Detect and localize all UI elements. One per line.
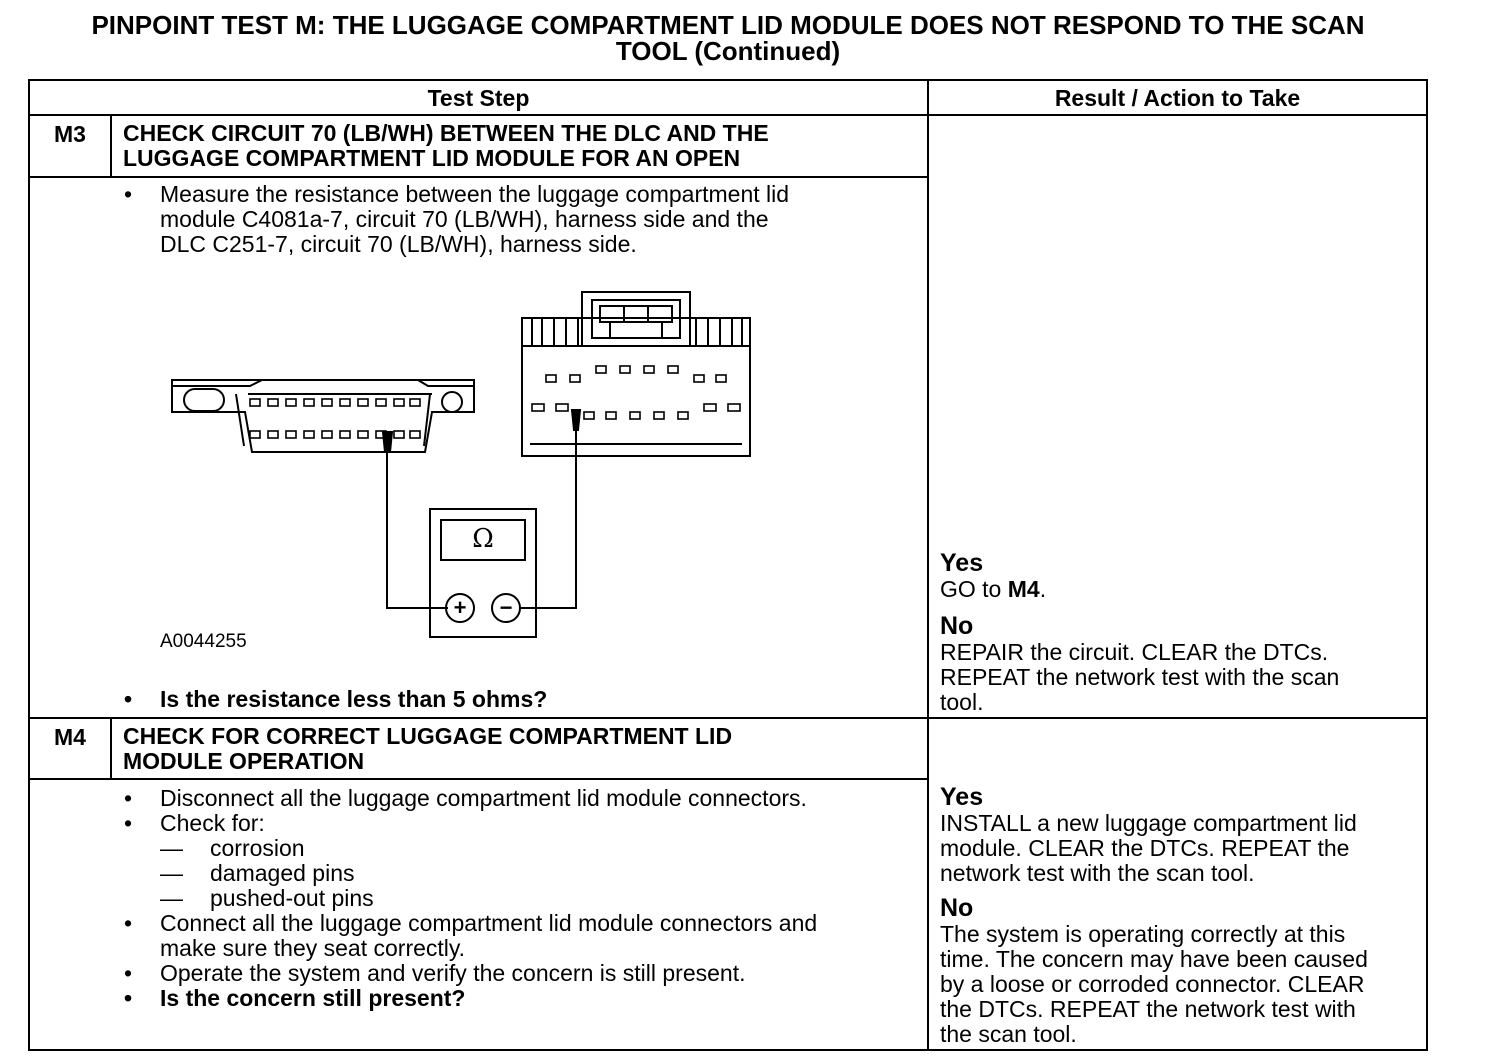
m3-yes-label: Yes bbox=[940, 549, 984, 577]
dash-icon: — bbox=[160, 860, 183, 886]
m4-bullet-4-text: Operate the system and verify the concern is still present. bbox=[160, 960, 746, 986]
m3-title-line-2: LUGGAGE COMPARTMENT LID MODULE FOR AN OPEN bbox=[123, 145, 741, 171]
m4-no-line-1: The system is operating correctly at this bbox=[940, 921, 1346, 947]
bullet-icon: • bbox=[124, 810, 133, 836]
m3-no-line-1: REPAIR the circuit. CLEAR the DTCs. bbox=[940, 639, 1329, 665]
header-result: Result / Action to Take bbox=[1054, 85, 1301, 111]
dlc-connector-icon bbox=[172, 380, 474, 452]
m4-title-line-2: MODULE OPERATION bbox=[123, 748, 365, 774]
dash-icon: — bbox=[160, 835, 183, 861]
m3-bullet-line-2: module C4081a-7, circuit 70 (LB/WH), harness side and the bbox=[160, 206, 769, 232]
meter-minus-terminal: − bbox=[499, 595, 513, 620]
m3-yes-prefix: GO to bbox=[940, 576, 1008, 602]
bullet-icon: • bbox=[124, 686, 133, 712]
meter-plus-terminal: + bbox=[453, 595, 467, 620]
m3-no-line-2: REPEAT the network test with the scan bbox=[940, 664, 1340, 690]
m3-no-line-3: tool. bbox=[940, 689, 984, 715]
figure-id: A0044255 bbox=[160, 631, 247, 652]
m3-question-text: Is the resistance less than 5 ohms? bbox=[160, 686, 548, 712]
m3-title-line-1: CHECK CIRCUIT 70 (LB/WH) BETWEEN THE DLC AND THE bbox=[123, 120, 769, 146]
m4-yes-line-3: network test with the scan tool. bbox=[940, 860, 1255, 886]
m3-step-id: M3 bbox=[54, 121, 86, 147]
m4-no-line-4: the DTCs. REPEAT the network test with bbox=[940, 996, 1356, 1022]
title-line-1: PINPOINT TEST M: THE LUGGAGE COMPARTMENT LID MODULE DOES NOT RESPOND TO THE SCAN bbox=[91, 10, 1365, 40]
ohm-symbol: Ω bbox=[472, 524, 494, 554]
m4-bullet-2-text: Check for: bbox=[160, 810, 265, 836]
m3-bullet-line-3: DLC C251-7, circuit 70 (LB/WH), harness side. bbox=[160, 231, 637, 257]
m4-yes-line-1: INSTALL a new luggage compartment lid bbox=[940, 810, 1357, 836]
m4-yes-label: Yes bbox=[940, 783, 984, 811]
m3-yes-target: M4 bbox=[1007, 576, 1040, 602]
m4-step-id: M4 bbox=[54, 724, 86, 750]
bullet-icon: • bbox=[124, 960, 133, 986]
m4-dash-2-text: damaged pins bbox=[210, 860, 355, 886]
m3-yes-suffix: . bbox=[1039, 576, 1047, 602]
header-test-step: Test Step bbox=[427, 85, 530, 111]
m3-bullet-line-1: Measure the resistance between the luggage compartment lid bbox=[160, 181, 790, 207]
m4-no-line-3: by a loose or corroded connector. CLEAR bbox=[940, 971, 1365, 997]
bullet-icon: • bbox=[124, 910, 133, 936]
dash-icon: — bbox=[160, 885, 183, 911]
bullet-icon: • bbox=[124, 985, 133, 1011]
m3-no-label: No bbox=[940, 612, 974, 640]
m4-bullet-1-text: Disconnect all the luggage compartment lid module connectors. bbox=[160, 785, 807, 811]
m4-dash-3-text: pushed-out pins bbox=[210, 885, 374, 911]
lid-module-connector-icon bbox=[522, 292, 750, 456]
m4-title-line-1: CHECK FOR CORRECT LUGGAGE COMPARTMENT LID bbox=[123, 723, 733, 749]
title-line-2: TOOL (Continued) bbox=[615, 36, 841, 66]
m4-question-text: Is the concern still present? bbox=[160, 985, 466, 1011]
m4-yes-line-2: module. CLEAR the DTCs. REPEAT the bbox=[940, 835, 1350, 861]
m4-no-label: No bbox=[940, 894, 974, 922]
m4-no-line-2: time. The concern may have been caused bbox=[940, 946, 1368, 972]
m4-bullet-3-line-1: Connect all the luggage compartment lid module connectors and bbox=[160, 910, 818, 936]
bullet-icon: • bbox=[124, 785, 133, 811]
m4-dash-1-text: corrosion bbox=[210, 835, 305, 861]
m4-bullet-3-line-2: make sure they seat correctly. bbox=[160, 935, 466, 961]
m4-no-line-5: the scan tool. bbox=[940, 1021, 1077, 1047]
bullet-icon: • bbox=[124, 181, 133, 207]
